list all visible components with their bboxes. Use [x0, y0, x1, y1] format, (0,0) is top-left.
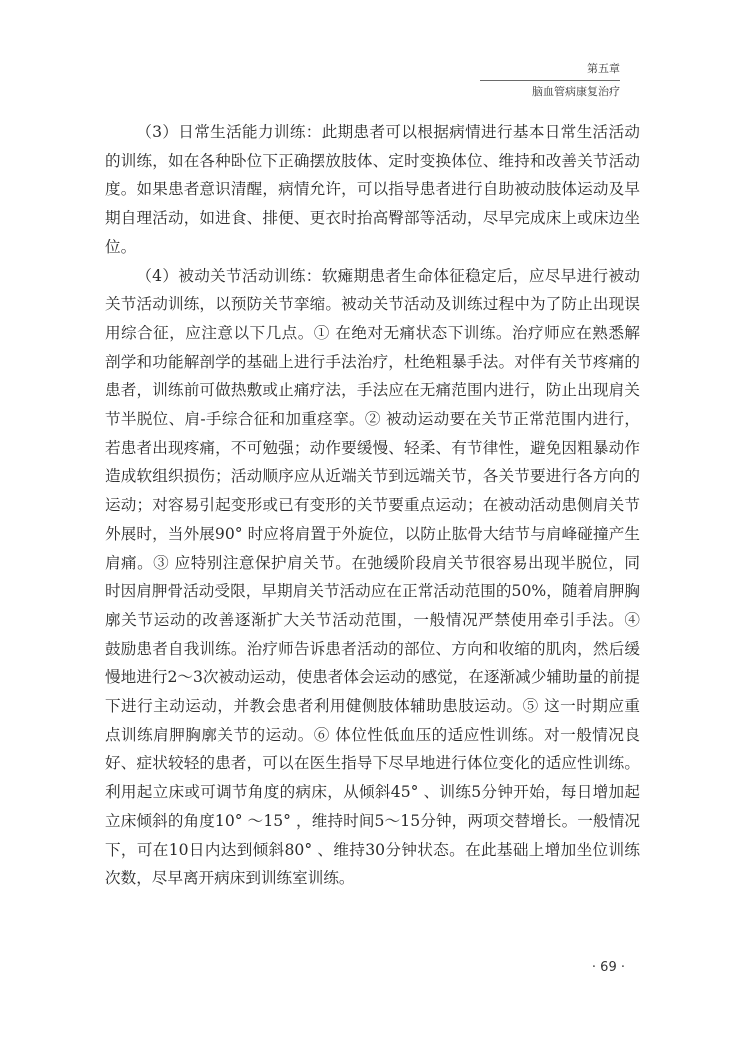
body-text	[105, 118, 640, 893]
paragraph-passive-joint-training: （4）被动关节活动训练：软瘫期患者生命体征稳定后，应尽早进行被动关节活动训练，以预防关节挛缩。被动关节活动及训练过程中为了防止出现误用综合征，应注意以下几点。① 在绝对无痛状态下训练。治疗师应在熟悉解剖学和功能解剖学的基础上进行手法治疗，杜绝粗暴手法。对伴有关节疼痛的患者，训练前可做热敷或止痛疗法，手法应在无痛范围内进行，防止出现肩关节半脱位、肩-手综合征和加重痉挛。② 被动运动要在关节正常范围内进行，若患者出现疼痛，不可勉强；动作要缓慢、轻柔、有节律性，避免因粗暴动作造成软组织损伤；活动顺序应从近端关节到远端关节，各关节要进行各方向的运动；对容易引起变形或已有变形的关节要重点运动；在被动活动患侧肩关节外展时，当外展90° 时应将肩置于外旋位，以防止肱骨大结节与肩峰碰撞产生肩痛。③ 应特别注意保护肩关节。在弛缓阶段肩关节很容易出现半脱位，同时因肩胛骨活动受限，早期肩关节活动应在正常活动范围的50%，随着肩胛胸廓关节运动的改善逐渐扩大关节活动范围，一般情况严禁使用牵引手法。④ 鼓励患者自我训练。治疗师告诉患者活动的部位、方向和收缩的肌肉，然后缓慢地进行2～3次被动运动，使患者体会运动的感觉，在逐渐减少辅助量的前提下进行主动运动，并教会患者利用健侧肢体辅助患肢运动。⑤ 这一时期应重点训练肩胛胸廓关节的运动。⑥ 体位性低血压的适应性训练。对一般情况良好、症状较轻的患者，可以在医生指导下尽早地进行体位变化的适应性训练。利用起立床或可调节角度的病床，从倾斜45° 、训练5分钟开始，每日增加起立床倾斜的角度10° ～15° ，维持时间5～15分钟，两项交替增长。一般情况下，可在10日内达到倾斜80° 、维持30分钟状态。在此基础上增加坐位训练次数，尽早离开病床到训练室训练。	[105, 266, 640, 888]
page-number: · 69 ·	[591, 960, 625, 975]
running-head	[480, 62, 620, 99]
chapter-label: 第五章	[587, 62, 620, 75]
section-title: 脑血管病康复治疗	[532, 85, 620, 98]
paragraph-daily-living-training: （3）日常生活能力训练：此期患者可以根据病情进行基本日常生活活动的训练，如在各种卧位下正确摆放肢体、定时变换体位、维持和改善关节活动度。如果患者意识清醒，病情允许，可以指导患者进行自助被动肢体运动及早期自理活动，如进食、排便、更衣时抬高臀部等活动，尽早完成床上或床边坐位。	[105, 123, 640, 256]
